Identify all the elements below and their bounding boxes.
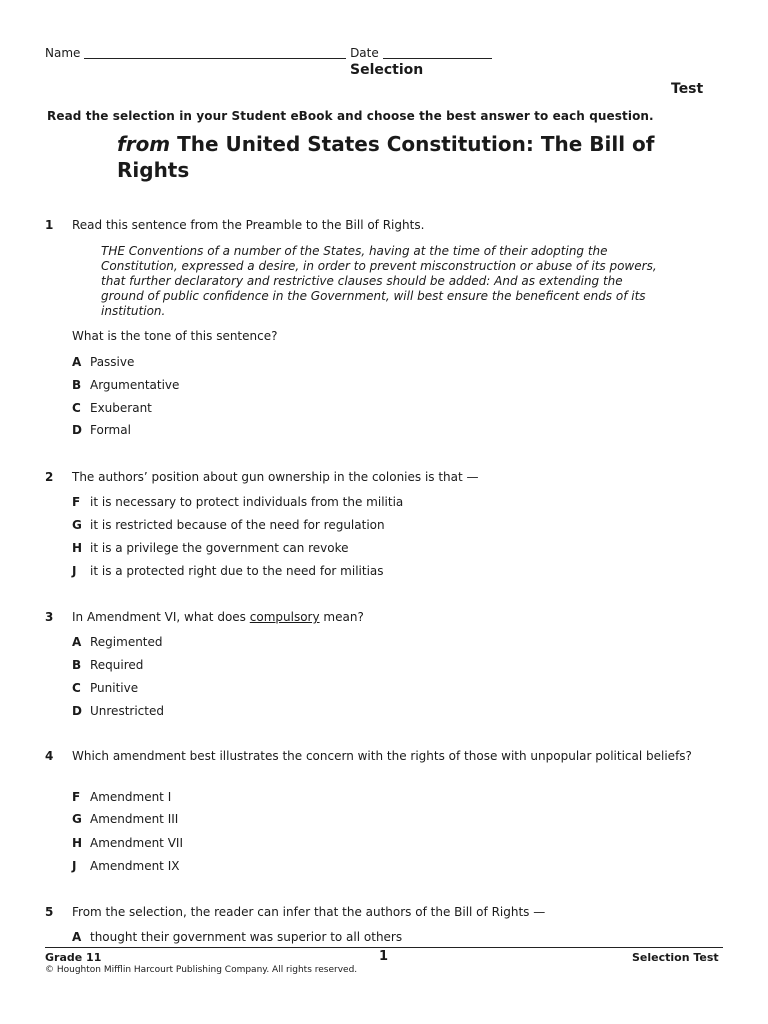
choice-letter: D <box>72 423 82 437</box>
answer-choice[interactable] <box>72 495 403 509</box>
page-number: 1 <box>379 949 389 964</box>
answer-choice[interactable] <box>72 541 349 555</box>
question-prompt <box>72 610 364 625</box>
vocabulary-word: compulsory <box>249 610 320 624</box>
answer-choice[interactable] <box>72 518 385 532</box>
choice-letter: A <box>72 355 82 369</box>
answer-choice[interactable] <box>72 658 143 672</box>
page-title <box>117 131 717 183</box>
question-prompt: The authors’ position about gun ownership in the colonies is that — <box>72 470 479 484</box>
choice-letter: C <box>72 681 81 695</box>
name-date-line <box>45 46 492 60</box>
footer-grade: Grade 11 <box>45 951 102 964</box>
choice-text: Amendment VII <box>90 836 183 850</box>
choice-text: Unrestricted <box>90 704 164 718</box>
choice-text: it is a privilege the government can revoke <box>90 541 349 555</box>
choice-text: Passive <box>90 355 135 369</box>
question-prompt: Read this sentence from the Preamble to the Bill of Rights. <box>72 218 425 232</box>
quoted-excerpt: THE Conventions of a number of the States, having at the time of their adopting the Constitution, expressed a desire, in order to prevent misconstruction or abuse of its powers, that further declaratory and restrictive clauses should be added: And as extending the ground of public confidence in the Government, will best ensure the beneficent ends of its institution. <box>101 244 657 318</box>
choice-text: it is necessary to protect individuals from the militia <box>90 495 404 509</box>
selection-label: Selection <box>350 62 424 78</box>
choice-letter: G <box>72 518 82 532</box>
answer-choice[interactable] <box>72 378 179 392</box>
question-number: 5 <box>45 905 54 919</box>
footer-label: Selection Test <box>632 951 719 964</box>
name-field[interactable] <box>84 47 346 59</box>
choice-letter: B <box>72 378 82 392</box>
footer-rule <box>45 947 723 948</box>
question-number: 3 <box>45 610 54 624</box>
answer-choice[interactable] <box>72 355 134 369</box>
question-text: What is the tone of this sentence? <box>72 329 278 343</box>
answer-choice[interactable] <box>72 681 138 695</box>
choice-letter: A <box>72 635 82 649</box>
answer-choice[interactable] <box>72 635 163 649</box>
choice-letter: D <box>72 704 82 718</box>
answer-choice[interactable] <box>72 836 183 850</box>
choice-text: it is a protected right due to the need for militias <box>90 564 384 578</box>
choice-text: Amendment I <box>90 790 172 804</box>
choice-letter: J <box>72 859 77 873</box>
date-field[interactable] <box>383 47 492 59</box>
answer-choice[interactable] <box>72 859 179 873</box>
choice-letter: J <box>72 564 77 578</box>
answer-choice[interactable] <box>72 812 178 826</box>
answer-choice[interactable] <box>72 564 384 578</box>
choice-letter: F <box>72 790 81 804</box>
choice-text: Punitive <box>90 681 139 695</box>
answer-choice[interactable] <box>72 704 164 718</box>
question-prompt: From the selection, the reader can infer that the authors of the Bill of Rights — <box>72 905 546 919</box>
choice-text: it is restricted because of the need for regulation <box>90 518 385 532</box>
choice-text: Required <box>90 658 144 672</box>
answer-choice[interactable] <box>72 790 171 804</box>
copyright: © Houghton Mifflin Harcourt Publishing Company. All rights reserved. <box>45 965 358 975</box>
answer-choice[interactable] <box>72 930 402 944</box>
choice-letter: A <box>72 930 82 944</box>
choice-text: Formal <box>90 423 131 437</box>
prompt-after: mean? <box>323 610 364 624</box>
choice-text: Argumentative <box>90 378 180 392</box>
instructions: Read the selection in your Student eBook and choose the best answer to each question. <box>47 109 654 123</box>
choice-letter: H <box>72 541 83 555</box>
date-label: Date <box>350 46 379 60</box>
answer-choice[interactable] <box>72 401 152 415</box>
choice-letter: C <box>72 401 81 415</box>
name-label: Name <box>45 46 81 60</box>
choice-letter: B <box>72 658 82 672</box>
question-number: 1 <box>45 218 54 232</box>
choice-letter: H <box>72 836 83 850</box>
question-prompt: Which amendment best illustrates the concern with the rights of those with unpopular political beliefs? <box>72 749 692 763</box>
question-number: 2 <box>45 470 54 484</box>
title-prefix: from <box>117 132 171 156</box>
choice-text: thought their government was superior to all others <box>90 930 403 944</box>
test-label: Test <box>671 81 704 97</box>
answer-choice[interactable] <box>72 423 131 437</box>
prompt-before: In Amendment VI, what does <box>72 610 246 624</box>
choice-text: Amendment IX <box>90 859 180 873</box>
choice-text: Exuberant <box>90 401 152 415</box>
question-number: 4 <box>45 749 54 763</box>
choice-text: Regimented <box>90 635 163 649</box>
choice-letter: G <box>72 812 82 826</box>
choice-text: Amendment III <box>90 812 179 826</box>
choice-letter: F <box>72 495 81 509</box>
title-text: The United States Constitution: The Bill of Rights <box>117 132 655 182</box>
